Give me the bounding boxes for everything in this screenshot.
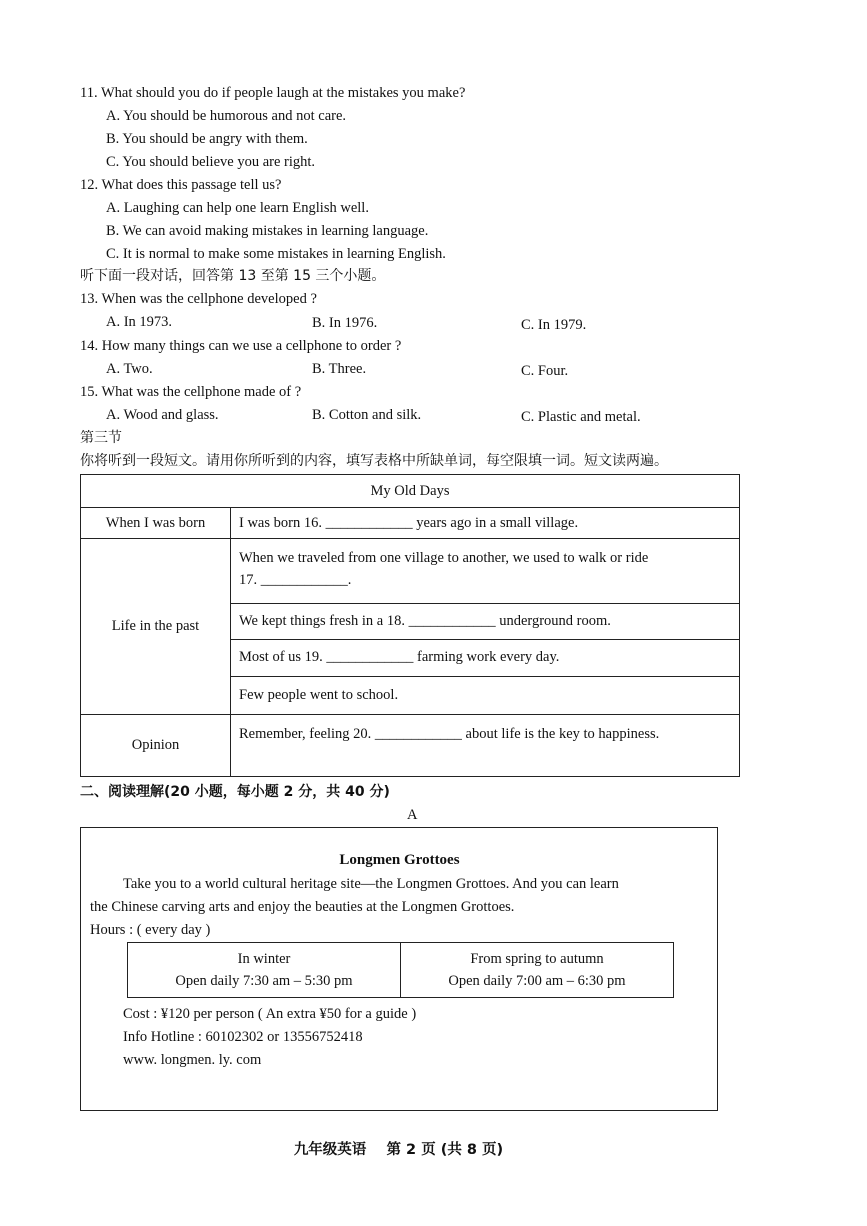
ad-intro-line-2: the Chinese carving arts and enjoy the beauties at the Longmen Grottoes. (90, 899, 515, 915)
section-3-instruction: 你将听到一段短文。请用你所听到的内容，填写表格中所缺单词，每空限填一词。短文读两遍。 (80, 453, 668, 469)
question-13-option-c: C. In 1979. (521, 317, 587, 333)
question-15-option-c: C. Plastic and metal. (521, 409, 641, 425)
passage-letter: A (407, 807, 418, 823)
question-15-stem: 15. What was the cellphone made of ? (80, 384, 302, 400)
table-title: My Old Days (370, 482, 450, 499)
ad-hotline: Info Hotline : 60102302 or 13556752418 (123, 1029, 363, 1045)
question-14-stem: 14. How many things can we use a cellphone to order ? (80, 338, 402, 354)
section-3-heading: 第三节 (80, 430, 122, 446)
question-12-stem: 12. What does this passage tell us? (80, 177, 282, 193)
winter-hours-cell (128, 943, 400, 997)
question-11-option-b: B. You should be angry with them. (106, 131, 308, 147)
part-2-heading: 二、阅读理解(20 小题，每小题 2 分，共 40 分) (80, 784, 390, 800)
spring-title: From spring to autumn (470, 951, 604, 967)
question-14-option-b: B. Three. (312, 361, 367, 377)
ad-title: Longmen Grottoes (339, 852, 460, 868)
question-11-option-a: A. You should be humorous and not care. (106, 108, 347, 124)
winter-title: In winter (237, 951, 291, 967)
blank-17-cell (231, 539, 739, 603)
question-12-option-a: A. Laughing can help one learn English well. (106, 200, 369, 216)
ad-website: www. longmen. ly. com (123, 1052, 262, 1068)
question-13-option-a: A. In 1973. (106, 314, 173, 330)
ad-cost: Cost : ¥120 per person ( An extra ¥50 for a guide ) (123, 1006, 417, 1022)
spring-hours-cell (400, 943, 673, 997)
blank-16-cell: I was born 16. ____________ years ago in a small village. (239, 515, 579, 531)
blank-17-line: 17. ____________. (239, 572, 352, 588)
dialog-instruction: 听下面一段对话，回答第 13 至第 15 三个小题。 (80, 268, 386, 284)
row-label-life-in-past: Life in the past (81, 539, 231, 714)
table-row (81, 714, 739, 776)
winter-time: Open daily 7:30 am – 5:30 pm (175, 973, 353, 989)
travel-line: When we traveled from one village to another, we used to walk or ride (239, 550, 649, 566)
question-13-option-b: B. In 1976. (312, 315, 378, 331)
hours-table (127, 942, 674, 998)
row-label-opinion: Opinion (81, 715, 231, 776)
table-row (81, 538, 739, 714)
question-14-option-a: A. Two. (106, 361, 153, 377)
my-old-days-table (80, 474, 740, 777)
table-title-row (81, 475, 739, 507)
blank-20-cell: Remember, feeling 20. ____________ about life is the key to happiness. (239, 726, 660, 742)
ad-hours-label: Hours : ( every day ) (90, 922, 211, 938)
question-12-option-b: B. We can avoid making mistakes in learning language. (106, 223, 429, 239)
page-footer: 九年级英语 第 2 页 (共 8 页) (293, 1142, 504, 1158)
question-12-option-c: C. It is normal to make some mistakes in learning English. (106, 246, 446, 262)
question-14-option-c: C. Four. (521, 363, 569, 379)
ad-intro-line-1: Take you to a world cultural heritage site—the Longmen Grottoes. And you can learn (123, 876, 619, 892)
question-15-option-b: B. Cotton and silk. (312, 407, 422, 423)
blank-19-cell: Most of us 19. ____________ farming work every day. (231, 639, 739, 676)
question-15-option-a: A. Wood and glass. (106, 407, 219, 423)
blank-18-cell: We kept things fresh in a 18. ____________ underground room. (231, 603, 739, 639)
question-11-option-c: C. You should believe you are right. (106, 154, 316, 170)
row-label-born: When I was born (81, 508, 231, 538)
spring-time: Open daily 7:00 am – 6:30 pm (448, 973, 626, 989)
question-11-stem: 11. What should you do if people laugh at the mistakes you make? (80, 85, 466, 101)
table-row (81, 507, 739, 538)
school-cell: Few people went to school. (231, 676, 739, 714)
question-13-stem: 13. When was the cellphone developed ? (80, 291, 317, 307)
